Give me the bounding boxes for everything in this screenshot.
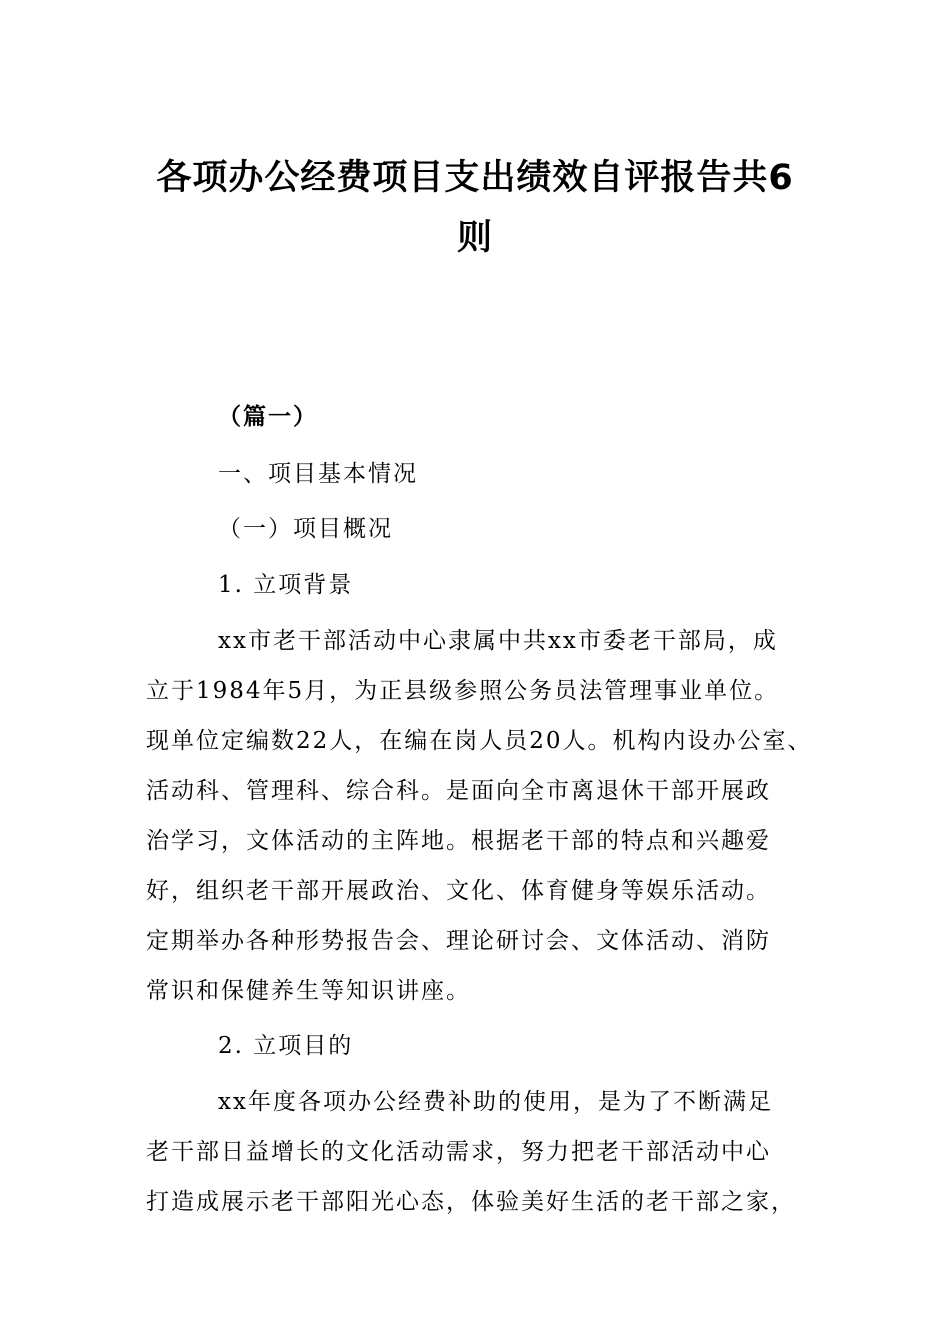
paragraph-line: 好，组织老干部开展政治、文化、体育健身等娱乐活动。 <box>146 878 771 904</box>
heading-level-2: （一）项目概况 <box>218 516 393 542</box>
paragraph-line: 常识和保健养生等知识讲座。 <box>146 978 471 1004</box>
heading-level-1: 一、项目基本情况 <box>218 461 418 487</box>
heading-level-3: 1. 立项背景 <box>218 572 354 598</box>
paragraph-line: 打造成展示老干部阳光心态，体验美好生活的老干部之家， <box>146 1189 796 1215</box>
document-title-line-2: 则 <box>456 218 493 258</box>
paragraph-line: 老干部日益增长的文化活动需求，努力把老干部活动中心 <box>146 1139 771 1165</box>
paragraph-line: 治学习，文体活动的主阵地。根据老干部的特点和兴趣爱 <box>146 828 771 854</box>
document-title-line-1: 各项办公经费项目支出绩效自评报告共6 <box>156 158 794 198</box>
paragraph-line: 立于1984年5月，为正县级参照公务员法管理事业单位。 <box>146 678 780 704</box>
paragraph-line: xx年度各项办公经费补助的使用，是为了不断满足 <box>218 1089 773 1115</box>
paragraph-line: xx市老干部活动中心隶属中共xx市委老干部局，成 <box>218 628 778 654</box>
section-heading: （篇一） <box>218 404 318 430</box>
heading-level-3: 2. 立项目的 <box>218 1033 354 1059</box>
paragraph-line: 现单位定编数22人，在编在岗人员20人。机构内设办公室、 <box>146 728 813 754</box>
paragraph-line: 活动科、管理科、综合科。是面向全市离退休干部开展政 <box>146 778 771 804</box>
paragraph-line: 定期举办各种形势报告会、理论研讨会、文体活动、消防 <box>146 928 771 954</box>
